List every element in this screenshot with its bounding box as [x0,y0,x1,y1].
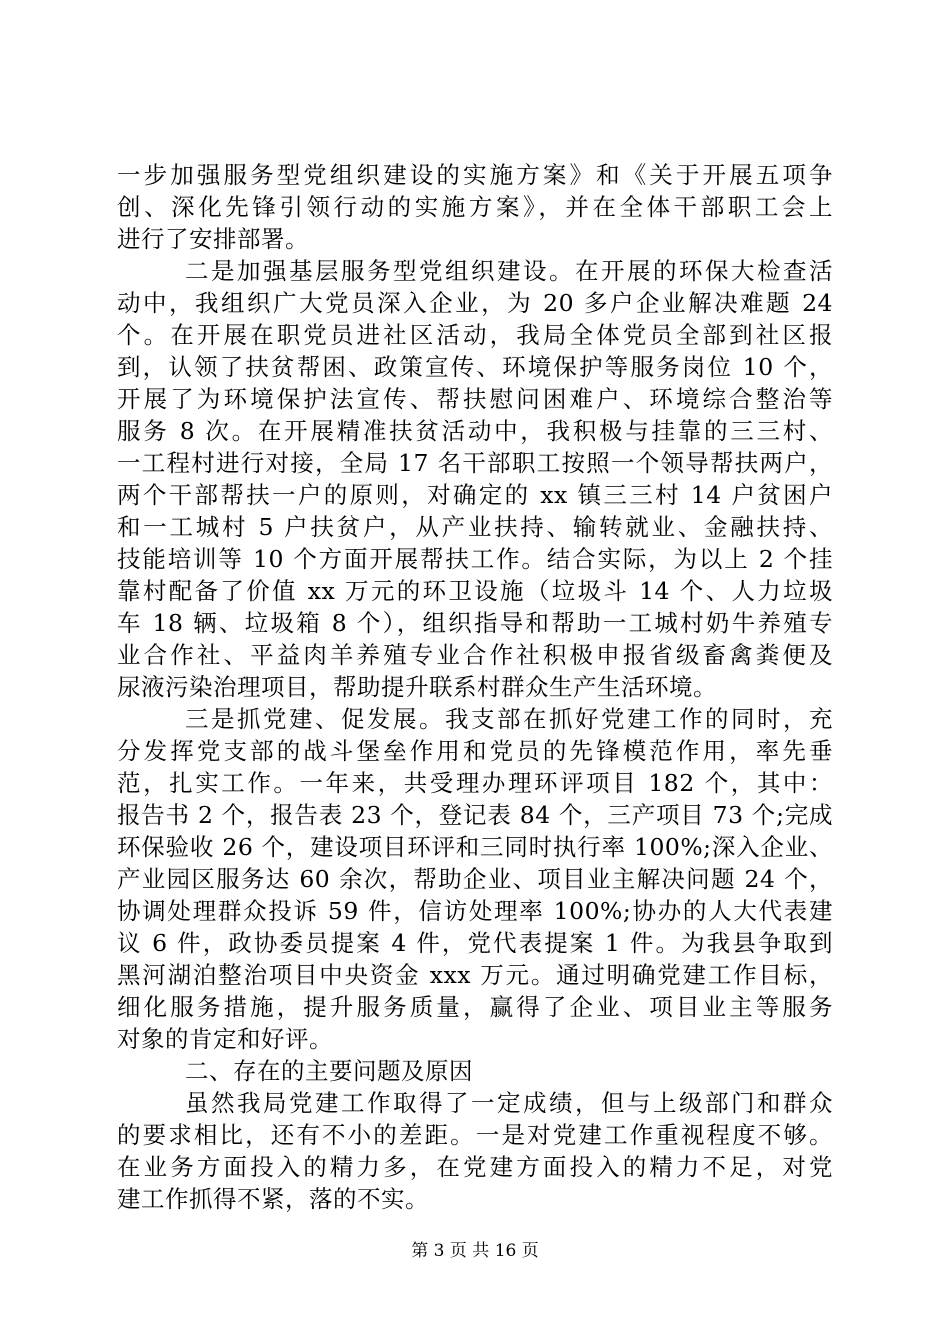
text-line: 建工作抓得不紧，落的不实。 [117,1185,429,1213]
text-line: 尿液污染治理项目，帮助提升联系村群众生产生活环境。 [117,673,717,701]
text-line: 两个干部帮扶一户的原则，对确定的 xx 镇三三村 14 户贫困户 [117,481,833,509]
text-line: 开展了为环境保护法宣传、帮扶慰问困难户、环境综合整治等 [117,385,833,413]
text-line: 细化服务措施，提升服务质量，赢得了企业、项目业主等服务 [117,993,833,1021]
text-line: 到，认领了扶贫帮困、政策宣传、环境保护等服务岗位 10 个， [117,353,833,381]
text-line: 业合作社、平益肉羊养殖专业合作社积极申报省级畜禽粪便及 [117,641,833,669]
text-line: 范，扎实工作。一年来，共受理办理环评项目 182 个，其中： [117,769,833,797]
text-line: 一步加强服务型党组织建设的实施方案》和《关于开展五项争 [117,161,833,189]
text-line: 一工程村进行对接，全局 17 名干部职工按照一个领导帮扶两户， [117,449,833,477]
paragraph-start-line: 二是加强基层服务型党组织建设。在开展的环保大检查活 [185,257,833,285]
text-line: 创、深化先锋引领行动的实施方案》，并在全体干部职工会上 [117,193,833,221]
text-line: 服务 8 次。在开展精准扶贫活动中，我积极与挂靠的三三村、 [117,417,833,445]
text-line: 分发挥党支部的战斗堡垒作用和党员的先锋模范作用，率先垂 [117,737,833,765]
section-heading: 二、存在的主要问题及原因 [185,1057,473,1085]
text-line: 个。在开展在职党员进社区活动，我局全体党员全部到社区报 [117,321,833,349]
text-line: 黑河湖泊整治项目中央资金 xxx 万元。通过明确党建工作目标， [117,961,833,989]
text-line: 靠村配备了价值 xx 万元的环卫设施（垃圾斗 14 个、人力垃圾 [117,577,833,605]
text-line: 动中，我组织广大党员深入企业，为 20 多户企业解决难题 24 [117,289,833,317]
text-line: 技能培训等 10 个方面开展帮扶工作。结合实际，为以上 2 个挂 [117,545,833,573]
text-line: 产业园区服务达 60 余次，帮助企业、项目业主解决问题 24 个， [117,865,833,893]
page-number-footer: 第 3 页 共 16 页 [411,1241,539,1261]
text-line: 议 6 件，政协委员提案 4 件，党代表提案 1 件。为我县争取到 [117,929,833,957]
text-line: 在业务方面投入的精力多，在党建方面投入的精力不足，对党 [117,1153,833,1181]
text-line: 环保验收 26 个，建设项目环评和三同时执行率 100%;深入企业、 [117,833,833,861]
text-line: 的要求相比，还有不小的差距。一是对党建工作重视程度不够。 [117,1121,833,1149]
text-line: 协调处理群众投诉 59 件，信访处理率 100%;协办的人大代表建 [117,897,833,925]
text-line: 和一工城村 5 户扶贫户，从产业扶持、输转就业、金融扶持、 [117,513,833,541]
paragraph-start-line: 虽然我局党建工作取得了一定成绩，但与上级部门和群众 [185,1089,833,1117]
text-line: 进行了安排部署。 [117,225,309,253]
text-line: 对象的肯定和好评。 [117,1025,333,1053]
text-line: 报告书 2 个，报告表 23 个，登记表 84 个，三产项目 73 个;完成 [117,801,833,829]
paragraph-start-line: 三是抓党建、促发展。我支部在抓好党建工作的同时，充 [185,705,833,733]
text-line: 车 18 辆、垃圾箱 8 个），组织指导和帮助一工城村奶牛养殖专 [117,609,833,637]
